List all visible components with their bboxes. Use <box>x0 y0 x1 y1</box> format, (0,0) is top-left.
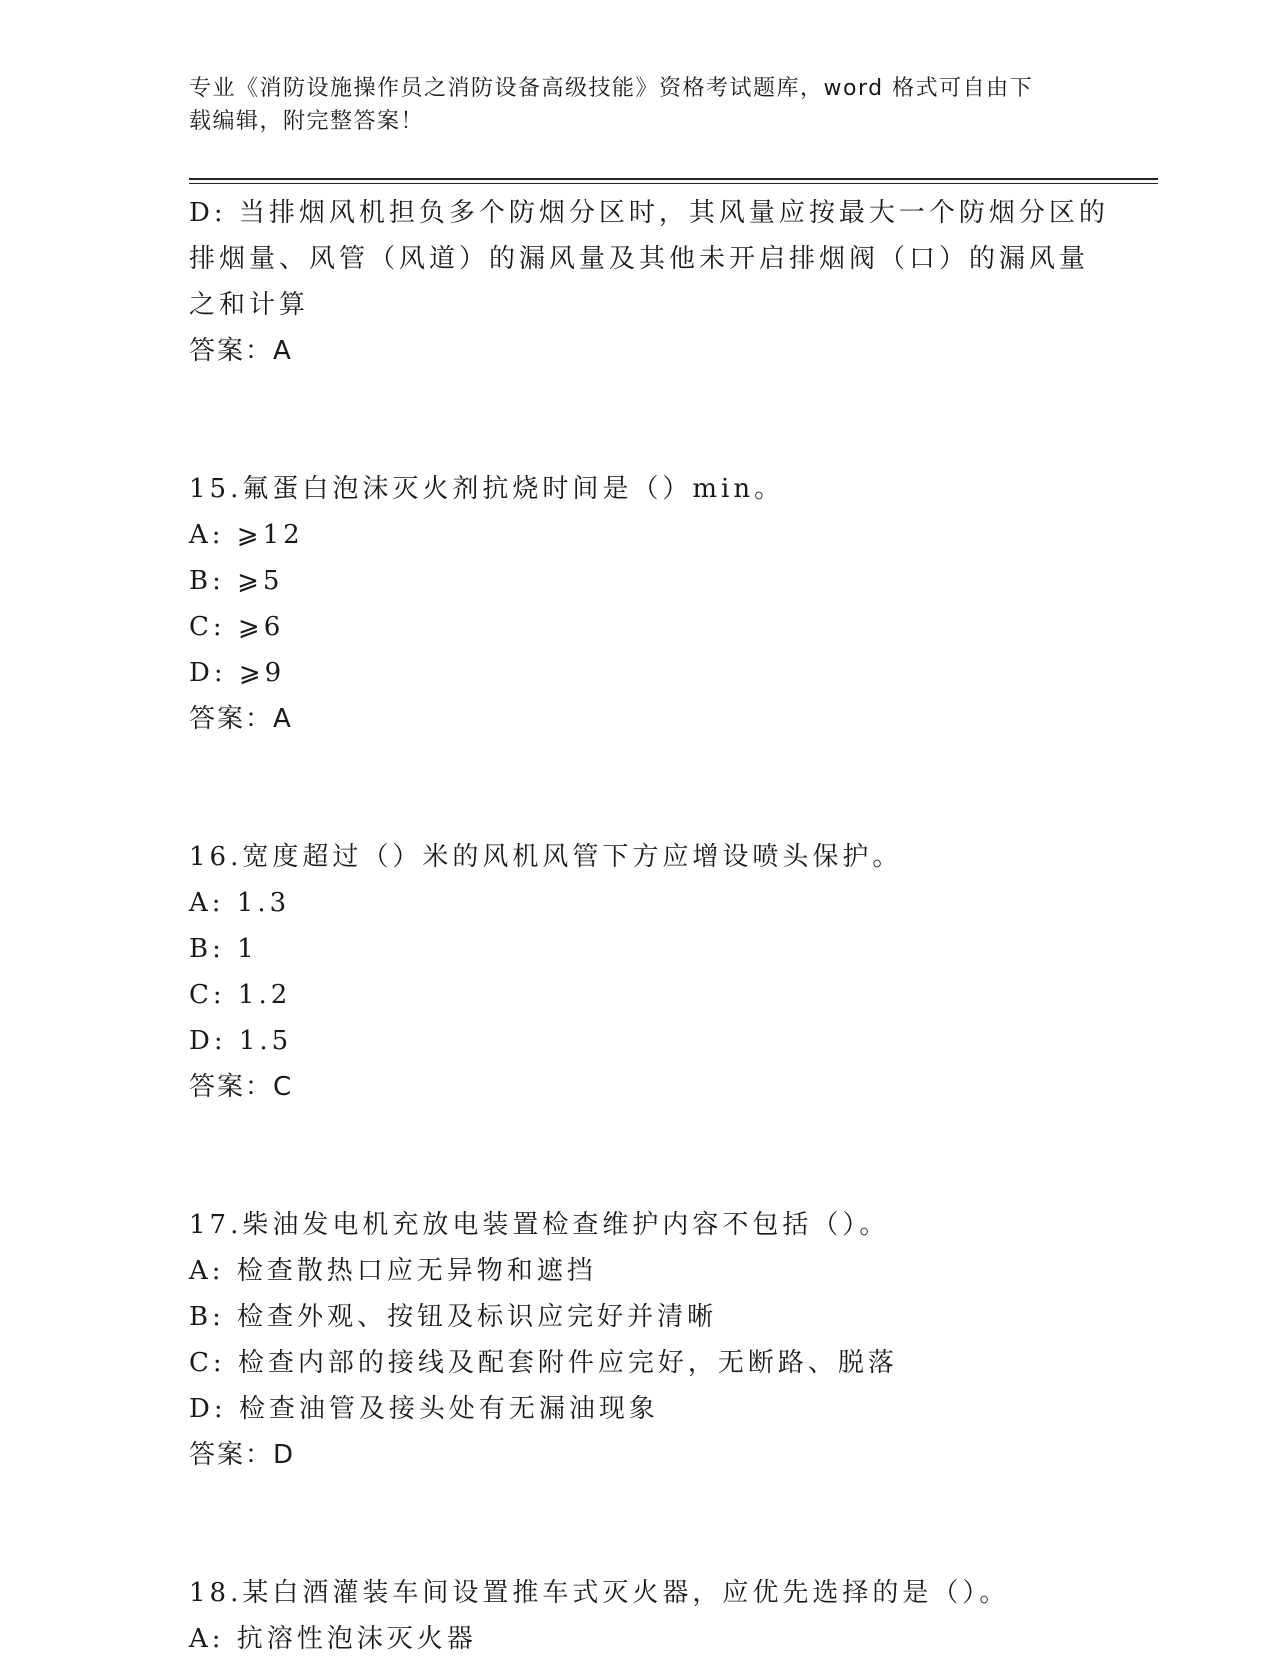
question-list <box>189 190 1109 1662</box>
option-a: A: 1.3 <box>189 888 291 918</box>
option-b: B: 检查外观、按钮及标识应完好并清晰 <box>189 1302 718 1332</box>
option-a: A: ⩾12 <box>189 520 304 550</box>
previous-question-tail <box>189 190 1109 374</box>
question-stem: 17.柴油发电机充放电装置检查维护内容不包括（）。 <box>189 1210 890 1240</box>
answer-line: 答案：D <box>189 1440 296 1470</box>
answer-line: 答案：A <box>189 336 293 366</box>
header-divider-thick <box>189 178 1158 180</box>
question-block <box>189 834 1089 1110</box>
spacer <box>189 374 1089 466</box>
header-line-2: 载编辑，附完整答案！ <box>189 109 425 134</box>
option-b: B: 1 <box>189 934 258 964</box>
question-block <box>189 1202 1089 1478</box>
question-block <box>189 466 1089 742</box>
spacer <box>189 742 1089 834</box>
option-c: C: ⩾6 <box>189 612 285 642</box>
option-d: D: ⩾9 <box>189 658 286 688</box>
option-d-line: 之和计算 <box>189 290 310 320</box>
answer-line: 答案：A <box>189 704 293 734</box>
option-c: C: 检查内部的接线及配套附件应完好，无断路、脱落 <box>189 1348 898 1378</box>
header-divider-thin <box>189 183 1158 184</box>
question-block <box>189 1570 1089 1662</box>
option-d: D: 检查油管及接头处有无漏油现象 <box>189 1394 659 1424</box>
document-header <box>189 72 1069 138</box>
option-a: A: 抗溶性泡沫灭火器 <box>189 1624 477 1654</box>
option-a: A: 检查散热口应无异物和遮挡 <box>189 1256 597 1286</box>
answer-line: 答案：C <box>189 1072 294 1102</box>
option-d: D: 1.5 <box>189 1026 293 1056</box>
option-b: B: ⩾5 <box>189 566 284 596</box>
option-c: C: 1.2 <box>189 980 292 1010</box>
question-stem: 16.宽度超过（）米的风机风管下方应增设喷头保护。 <box>189 842 903 872</box>
option-d-line: D: 当排烟风机担负多个防烟分区时，其风量应按最大一个防烟分区的 <box>189 198 1109 228</box>
option-d-line: 排烟量、风管（风道）的漏风量及其他未开启排烟阀（口）的漏风量 <box>189 244 1090 274</box>
header-line-1: 专业《消防设施操作员之消防设备高级技能》资格考试题库，word 格式可自由下 <box>189 76 1034 101</box>
question-stem: 18.某白酒灌装车间设置推车式灭火器，应优先选择的是（）。 <box>189 1578 1010 1608</box>
question-stem: 15.氟蛋白泡沫灭火剂抗烧时间是（）min。 <box>189 474 785 504</box>
spacer <box>189 1110 1089 1202</box>
spacer <box>189 1478 1089 1570</box>
